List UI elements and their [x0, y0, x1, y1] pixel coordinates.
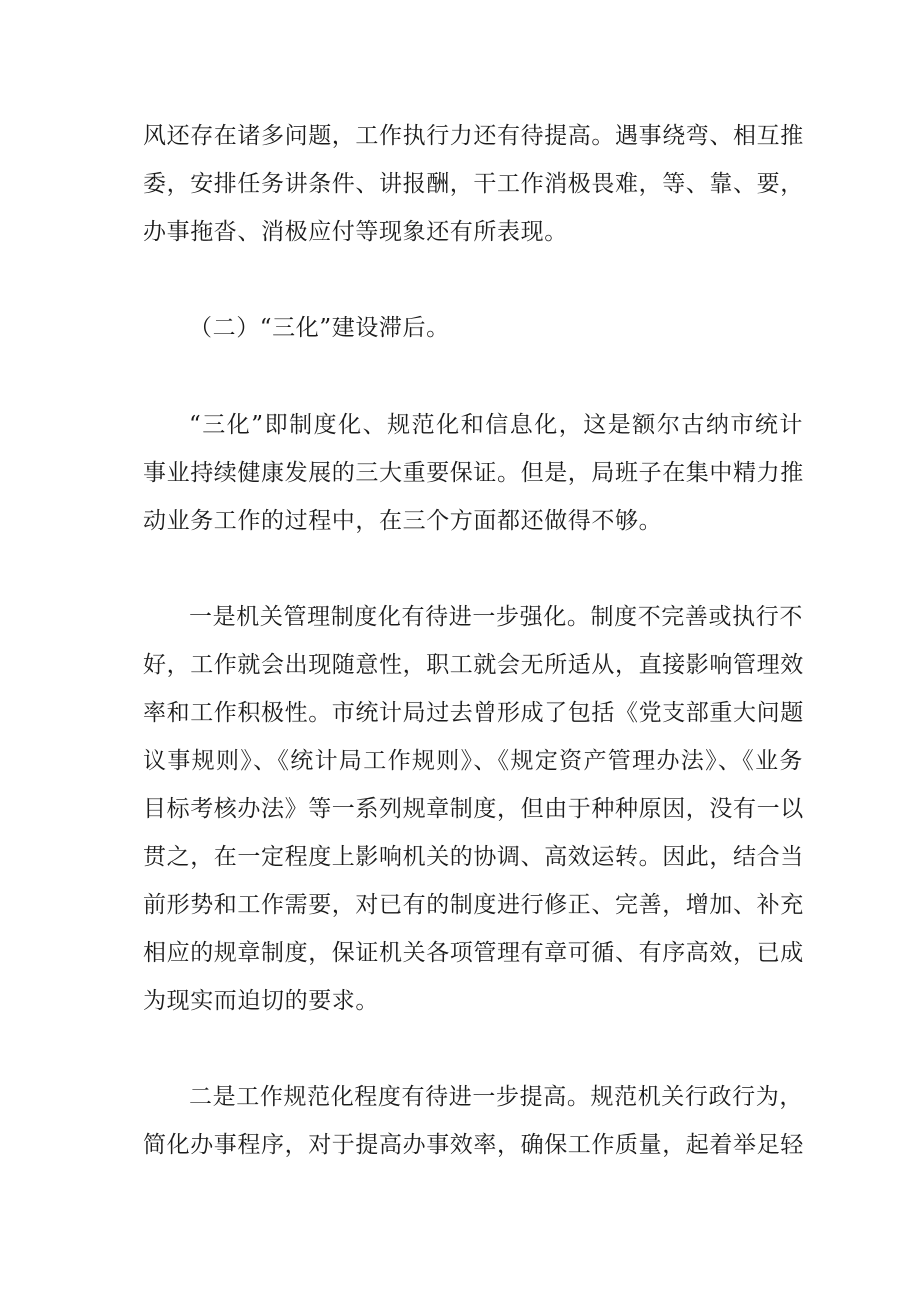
text-line: 办事拖沓、消极应付等现象还有所表现。 [143, 219, 568, 245]
text-line: “三化”即制度化、规范化和信息化，这是额尔古纳市统计 [189, 412, 803, 438]
text-line: 相应的规章制度，保证机关各项管理有章可循、有序高效，已成 [143, 940, 804, 966]
text-line: 前形势和工作需要，对已有的制度进行修正、完善，增加、补充 [143, 892, 804, 918]
text-line: 一是机关管理制度化有待进一步强化。制度不完善或执行不 [189, 604, 803, 630]
text-line: 议事规则》、《统计局工作规则》、《规定资产管理办法》、《业务 [143, 748, 803, 774]
paragraph-standardization [143, 1073, 803, 1169]
paragraph-three-modernizations [143, 401, 803, 545]
paragraph-institutionalization [143, 593, 803, 1025]
paragraph-continuation [143, 112, 803, 256]
text-line: 二是工作规范化程度有待进一步提高。规范机关行政行为， [189, 1084, 803, 1110]
text-line: 风还存在诸多问题，工作执行力还有待提高。遇事绕弯、相互推 [143, 123, 804, 149]
text-line: 动业务工作的过程中，在三个方面都还做得不够。 [143, 508, 663, 534]
heading-line: （二）“三化”建设滞后。 [189, 315, 450, 341]
text-line: 目标考核办法》等一系列规章制度，但由于种种原因，没有一以 [143, 796, 804, 822]
text-line: 简化办事程序，对于提高办事效率，确保工作质量，起着举足轻 [143, 1132, 804, 1158]
text-line: 率和工作积极性。市统计局过去曾形成了包括《党支部重大问题 [143, 700, 804, 726]
text-line: 事业持续健康发展的三大重要保证。但是，局班子在集中精力推 [143, 460, 804, 486]
section-heading [143, 304, 803, 352]
text-line: 委，安排任务讲条件、讲报酬，干工作消极畏难，等、靠、要， [143, 171, 804, 197]
text-line: 为现实而迫切的要求。 [143, 988, 379, 1014]
text-line: 好，工作就会出现随意性，职工就会无所适从，直接影响管理效 [143, 652, 804, 678]
text-line: 贯之，在一定程度上影响机关的协调、高效运转。因此，结合当 [143, 844, 804, 870]
